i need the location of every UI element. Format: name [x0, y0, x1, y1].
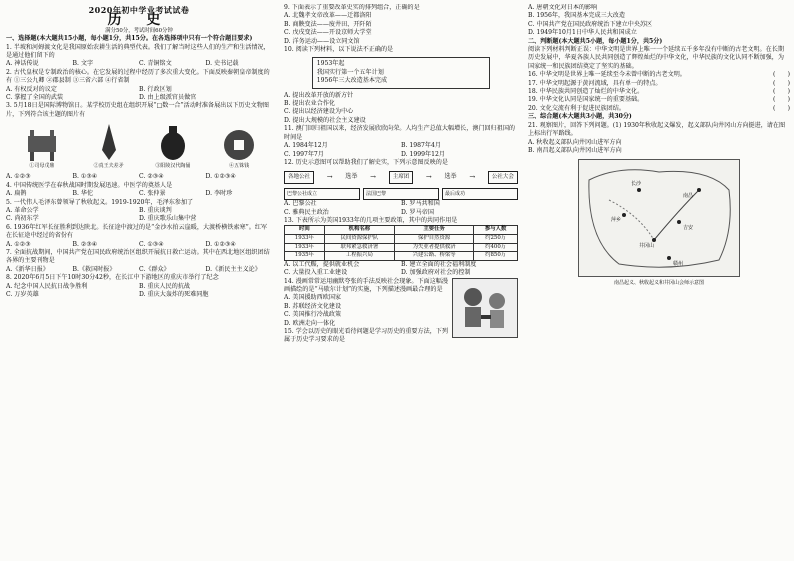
question-5: 5. 一代伟人毛泽东曾领导了秋收起义。1919-1920年，毛泽东参加了 — [6, 198, 194, 206]
option[interactable]: A. 以工代赈，提供就业机会 — [284, 260, 360, 268]
table-row — [285, 252, 518, 261]
table-row — [285, 243, 518, 252]
table-header-cell: 时间 — [285, 226, 325, 235]
question-1-options — [6, 60, 272, 68]
option[interactable]: B.《救国时报》 — [72, 265, 116, 273]
option[interactable]: B. 商鞅变法——废井田、开阡陌 — [284, 20, 372, 28]
arrow-right-icon: → — [425, 173, 432, 182]
material-card — [312, 57, 490, 88]
statement-text: 17. 中华文明起源于黄河流域，具有单一的特点。 — [528, 79, 662, 87]
question-2-options — [6, 86, 272, 103]
table-cell: 工程振兴局 — [324, 252, 394, 261]
option[interactable]: A. 扁鹊 — [6, 190, 27, 198]
cartoon-image — [452, 278, 518, 338]
option[interactable]: D. 欧洲走向一体化 — [284, 319, 336, 327]
option[interactable]: A. ①②③ — [6, 173, 31, 181]
statement — [528, 96, 790, 104]
table-cell: 保护自然资源 — [395, 234, 474, 243]
answer-bracket[interactable]: ( ) — [773, 71, 790, 79]
option[interactable]: A. 美国援助西欧国家 — [284, 294, 342, 302]
option[interactable]: C. 万岁英雄 — [6, 290, 39, 298]
coin-icon — [222, 128, 256, 162]
question-9: 9. 下面表示了重要改革史实的排列组合，正确的是 — [284, 4, 420, 11]
option[interactable]: B. 南昌起义部队向井冈山进军方向 — [528, 146, 622, 154]
column-middle — [284, 4, 518, 556]
table-header-row — [285, 226, 518, 235]
option[interactable]: A. 巴黎公社 — [284, 200, 317, 208]
artifact-caption: ③阳陵汉代陶俑 — [155, 162, 191, 169]
option[interactable]: C.《群众》 — [139, 265, 170, 273]
table-cell: 1933年 — [285, 234, 325, 243]
column-left — [6, 4, 272, 556]
table-cell: 为失业者提供救济 — [395, 243, 474, 252]
bronze-ding-icon — [22, 128, 62, 162]
statement — [528, 80, 790, 88]
option[interactable]: C. 青铜铭文 — [139, 60, 172, 68]
table-cell: 约400万 — [474, 243, 518, 252]
exam-header — [6, 6, 272, 35]
option[interactable]: C. 美国推行冷战政策 — [284, 311, 342, 319]
card-line: 1956年三大改造基本完成 — [316, 77, 388, 85]
table-header-cell: 参与人数 — [474, 226, 518, 235]
option[interactable]: C. 掌握了全国的武装 — [6, 94, 64, 102]
question-15: 15. 学会以历史的眼光看待问题是学习历史的重要方法，下列属于历史学习要求的是 — [284, 327, 448, 344]
artifact-spear — [94, 124, 124, 170]
section-choice-heading: 一、选择题(本大题共15小题，每小题1分，共15分。在各选择项中只有一个符合题目要求) — [6, 35, 253, 43]
artifact-coin — [222, 128, 256, 170]
exam-meta: 满分50分，考试时间60分钟 — [105, 27, 173, 34]
map-label: 萍乡 — [611, 217, 622, 224]
option[interactable]: C. 1997年7月 — [284, 150, 324, 158]
question-10-options — [284, 92, 518, 126]
option[interactable]: B. 罗马共和国 — [401, 200, 440, 208]
question-3-options — [6, 173, 272, 181]
spear-icon — [98, 124, 120, 162]
option[interactable]: B. 1987年4月 — [401, 142, 441, 150]
flow-edge-label: 选举 — [444, 173, 457, 181]
vase-icon — [158, 124, 188, 162]
option[interactable]: C. ②③④ — [139, 173, 164, 181]
question-14: 14. 漫画常常运用幽默夸张的手法反映社会现象。下面这幅漫画描绘的是“马歇尔计划”的实施，下列描述漫画最合理的是 — [284, 277, 448, 293]
flow-node: 公社大会 — [488, 171, 518, 183]
artifact-caption: ④五铢钱 — [229, 162, 250, 169]
table-cell: 1935年 — [285, 252, 325, 261]
option[interactable]: D. 史书记载 — [205, 60, 239, 68]
option[interactable]: D. 重庆大轰炸的死难同胞 — [139, 290, 209, 298]
policy-table — [284, 225, 518, 260]
option[interactable]: D. 由上级派官员做官 — [139, 94, 197, 102]
option[interactable]: A. 纪念中国人民抗日战争胜利 — [6, 282, 88, 290]
answer-bracket[interactable]: ( ) — [773, 96, 790, 104]
table-cell: 兴建公路、桥梁等 — [395, 252, 474, 261]
option[interactable]: A. 秋收起义部队向井冈山进军方向 — [528, 138, 622, 146]
option[interactable]: B. 文字 — [72, 60, 94, 68]
map-label: 南昌 — [683, 193, 694, 200]
option[interactable]: A. 有权反对的议定 — [6, 85, 57, 93]
artifact-images — [6, 122, 272, 170]
arrow-right-icon: → — [370, 173, 377, 182]
card-line: 我国实行第一个五年计划 — [316, 68, 384, 76]
option[interactable]: B. ②③④ — [72, 240, 98, 248]
option[interactable]: B. 苏联经济文化建设 — [284, 302, 342, 310]
table-cell: 约850万 — [474, 252, 518, 261]
map-label: 长沙 — [631, 181, 642, 188]
option[interactable]: B. ①③④ — [72, 173, 98, 181]
flow-node: 各地公社 — [284, 171, 314, 183]
table-cell: 民间资源保护队 — [324, 234, 394, 243]
option[interactable]: C. 戊戌变法——开设京师大学堂 — [284, 29, 372, 37]
flow-node: 主席团 — [389, 171, 414, 183]
option[interactable]: D. 提出大规模的社会主义建设 — [284, 116, 366, 124]
option[interactable]: C. 提出以经济建设为中心 — [284, 108, 354, 116]
option[interactable]: D. ①②③④ — [205, 173, 236, 181]
artifact-vase — [155, 124, 190, 170]
artifact-caption: ①司母戊鼎 — [29, 162, 55, 169]
option[interactable]: A. 神话传说 — [6, 60, 39, 68]
map-caption: 南昌起义、秋收起义和井冈山会师示意图 — [613, 280, 704, 287]
statement-text: 18. 中华民族共同创造了灿烂的中华文化。 — [528, 88, 644, 96]
option[interactable]: C. 中国共产党在国民政府统治下建立中央苏区 — [528, 20, 653, 28]
table-row — [285, 234, 518, 243]
cartoon-figure-icon — [453, 279, 517, 337]
question-3: 3. 5月18日是国际博物馆日。某学校历史组在组织开展“□数一合”活动时准备展出以下历史文物图片，下列符合该主题的图片有 — [6, 102, 269, 118]
flow-subbox: 巴黎公社成立 — [284, 188, 360, 200]
flow-subbox: 最后成功 — [442, 188, 518, 200]
option[interactable]: D.《新民主主义论》 — [205, 265, 261, 273]
option[interactable]: A. 革命公学 — [6, 206, 39, 214]
option[interactable]: C. 尚初东学 — [6, 215, 39, 223]
option[interactable]: A. 北魏孝文帝改革——迁都洛阳 — [284, 12, 372, 20]
option[interactable]: B. 重庆谈判 — [139, 206, 172, 214]
question-21: 21. 观察图片，回答下列问题。(1) 1930年秋收起义爆发，起义部队向井冈山方向挺进，请在图上标出行军路线。 — [528, 121, 786, 138]
subject-title: 历 史 — [107, 12, 171, 29]
question-6-options — [6, 241, 272, 249]
artifact-caption: ②真王夫差矛 — [93, 162, 124, 169]
arrow-right-icon: → — [326, 173, 333, 182]
table-header-cell: 主要任务 — [395, 226, 474, 235]
card-line: 1953年起 — [316, 60, 345, 68]
question-8-options — [6, 283, 272, 300]
option[interactable]: B. 提出农业合作化 — [284, 100, 336, 108]
option[interactable]: B. 重庆人民的抗战 — [139, 282, 191, 290]
option[interactable]: C. ①③④ — [139, 240, 164, 248]
question-11-options — [284, 142, 518, 159]
artifact-ding — [22, 128, 62, 170]
question-4: 4. 中国传统医学在春秋战国时期发展迅速。中医学的奠基人是 — [6, 181, 173, 189]
option[interactable]: A. 唐朝文化对日本的影响 — [528, 4, 598, 11]
option[interactable]: B. 华佗 — [72, 190, 94, 198]
table-cell: 1933年 — [285, 243, 325, 252]
answer-bracket[interactable]: ( ) — [773, 79, 790, 87]
option[interactable]: B. 行政区划 — [139, 85, 172, 93]
option[interactable]: A. 提出改革开放的新方针 — [284, 91, 354, 99]
statement-text: 20. 文化交流有利于促进民族团结。 — [528, 104, 625, 112]
option[interactable]: B. 1956年，我国基本完成三大改造 — [528, 12, 625, 20]
flow-edge-label: 选举 — [345, 173, 358, 181]
map-label: 吉安 — [683, 225, 694, 232]
option[interactable]: D. 罗马帝国 — [401, 208, 434, 216]
question-12: 12. 历史示意图可以帮助我们了解史实，下列示意图反映的是 — [284, 158, 448, 166]
map-label: 井冈山 — [639, 243, 655, 250]
options-top — [528, 4, 790, 38]
question-13-options — [284, 261, 518, 278]
option[interactable]: C. 大量投入重工业建设 — [284, 269, 348, 277]
question-21-options — [528, 139, 790, 156]
option[interactable]: D. 重庆歌乐山集中营 — [139, 215, 197, 223]
flow-diagram — [284, 171, 518, 183]
map-label: 赣州 — [673, 261, 684, 268]
option[interactable]: C. 雅典民主政治 — [284, 208, 329, 216]
table-header-cell: 机构名称 — [324, 226, 394, 235]
reading-material: 阅读下列材料判断正误：中华文明是世界上唯一一个延续五千多年没有中断的古老文明。在长期历史发展中，华夏各族人民共同创造了辉煌灿烂的中华文化，中华民族的文化认同不断加强，为国家统一和民族团结奠定了坚实的基础。 — [528, 46, 784, 70]
option[interactable]: D. 1949年10月1日中华人民共和国成立 — [528, 29, 637, 37]
option[interactable]: D. 加强政府对社会的控制 — [401, 269, 471, 277]
option[interactable]: A.《新华日报》 — [6, 265, 49, 273]
map-outline-icon — [579, 160, 739, 276]
option[interactable]: C. 张仲景 — [139, 190, 166, 198]
statement-text: 16. 中华文明是世界上唯一延续至今未曾中断的古老文明。 — [528, 71, 686, 79]
question-7-options — [6, 266, 272, 274]
table-cell: 约250万 — [474, 234, 518, 243]
option[interactable]: B. 建立全面的社会福利制度 — [401, 260, 477, 268]
section-comprehensive-heading: 三、综合题(本大题共3小题，共30分) — [528, 113, 632, 121]
option[interactable]: D. 1999年12月 — [401, 150, 445, 158]
question-9-options — [284, 12, 518, 46]
flow-subboxes — [284, 188, 518, 200]
flow-subbox: 法国巴黎 — [363, 188, 439, 200]
question-4-options — [6, 190, 272, 198]
question-13: 13. 下表所示为美国1933年的几项主要政策，其中的共同作用是 — [284, 216, 458, 224]
column-right — [528, 4, 790, 556]
option[interactable]: A. 1984年12月 — [284, 142, 328, 150]
route-map — [578, 159, 740, 277]
option[interactable]: A. ①②③ — [6, 240, 31, 248]
answer-bracket[interactable]: ( ) — [773, 88, 790, 96]
judge-statements — [528, 71, 790, 113]
option[interactable]: D. 洋务运动——设立同文馆 — [284, 37, 360, 45]
exam-title: 2020年初中学业考试试卷 — [88, 5, 190, 15]
question-6: 6. 1936年红军长征胜利到达陕北。长征途中渡过的是“金沙水拍云崖暖，大渡桥横铁索寒”。红军在长征途中经过的省份有 — [6, 223, 268, 240]
question-7: 7. 全面抗战期间，中国共产党在国民政府统治区组织开展抗日救亡运动。其中在西北地区组织团结各界的主要刊物是 — [6, 248, 270, 265]
section-judge-heading: 二、判断题(本大题共5小题，每小题1分，共5分) — [528, 37, 663, 45]
question-11: 11. 澳门回归祖国以来，经济发展欣欣向荣。人均生产总值大幅增长，澳门回归祖国的时间是 — [284, 125, 516, 141]
question-5-options — [6, 207, 272, 224]
option[interactable]: D. ①②③④ — [205, 240, 236, 248]
answer-bracket[interactable]: ( ) — [773, 104, 790, 112]
statement — [528, 71, 790, 79]
arrow-right-icon: → — [469, 173, 476, 182]
statement-text: 19. 中华文化认同是国家统一的重要基础。 — [528, 96, 644, 104]
question-1: 1. 半坡和河姆渡文化是我国原始农耕生活的典型代表。我们了解当时这些人们的生产和生活情况，是通过他们留下的 — [6, 43, 270, 60]
table-cell: 联邦紧急救济署 — [324, 243, 394, 252]
question-8: 8. 2020年6月5日下午10时30分42秒，在长江中下游地区的重庆市举行了纪念 — [6, 274, 219, 282]
option[interactable]: D. 李时珍 — [205, 190, 233, 198]
question-2: 2. 古代皇权是专制政治的核心。在它发展的过程中经历了多次重大变化。下面反映秦朝皇帝制度的有 ①三公九卿 ②郡县制 ③三省六部 ④行省制 — [6, 68, 270, 85]
question-10: 10. 阅读下列材料，以下说法不正确的是 — [284, 46, 394, 54]
question-12-options — [284, 200, 518, 217]
